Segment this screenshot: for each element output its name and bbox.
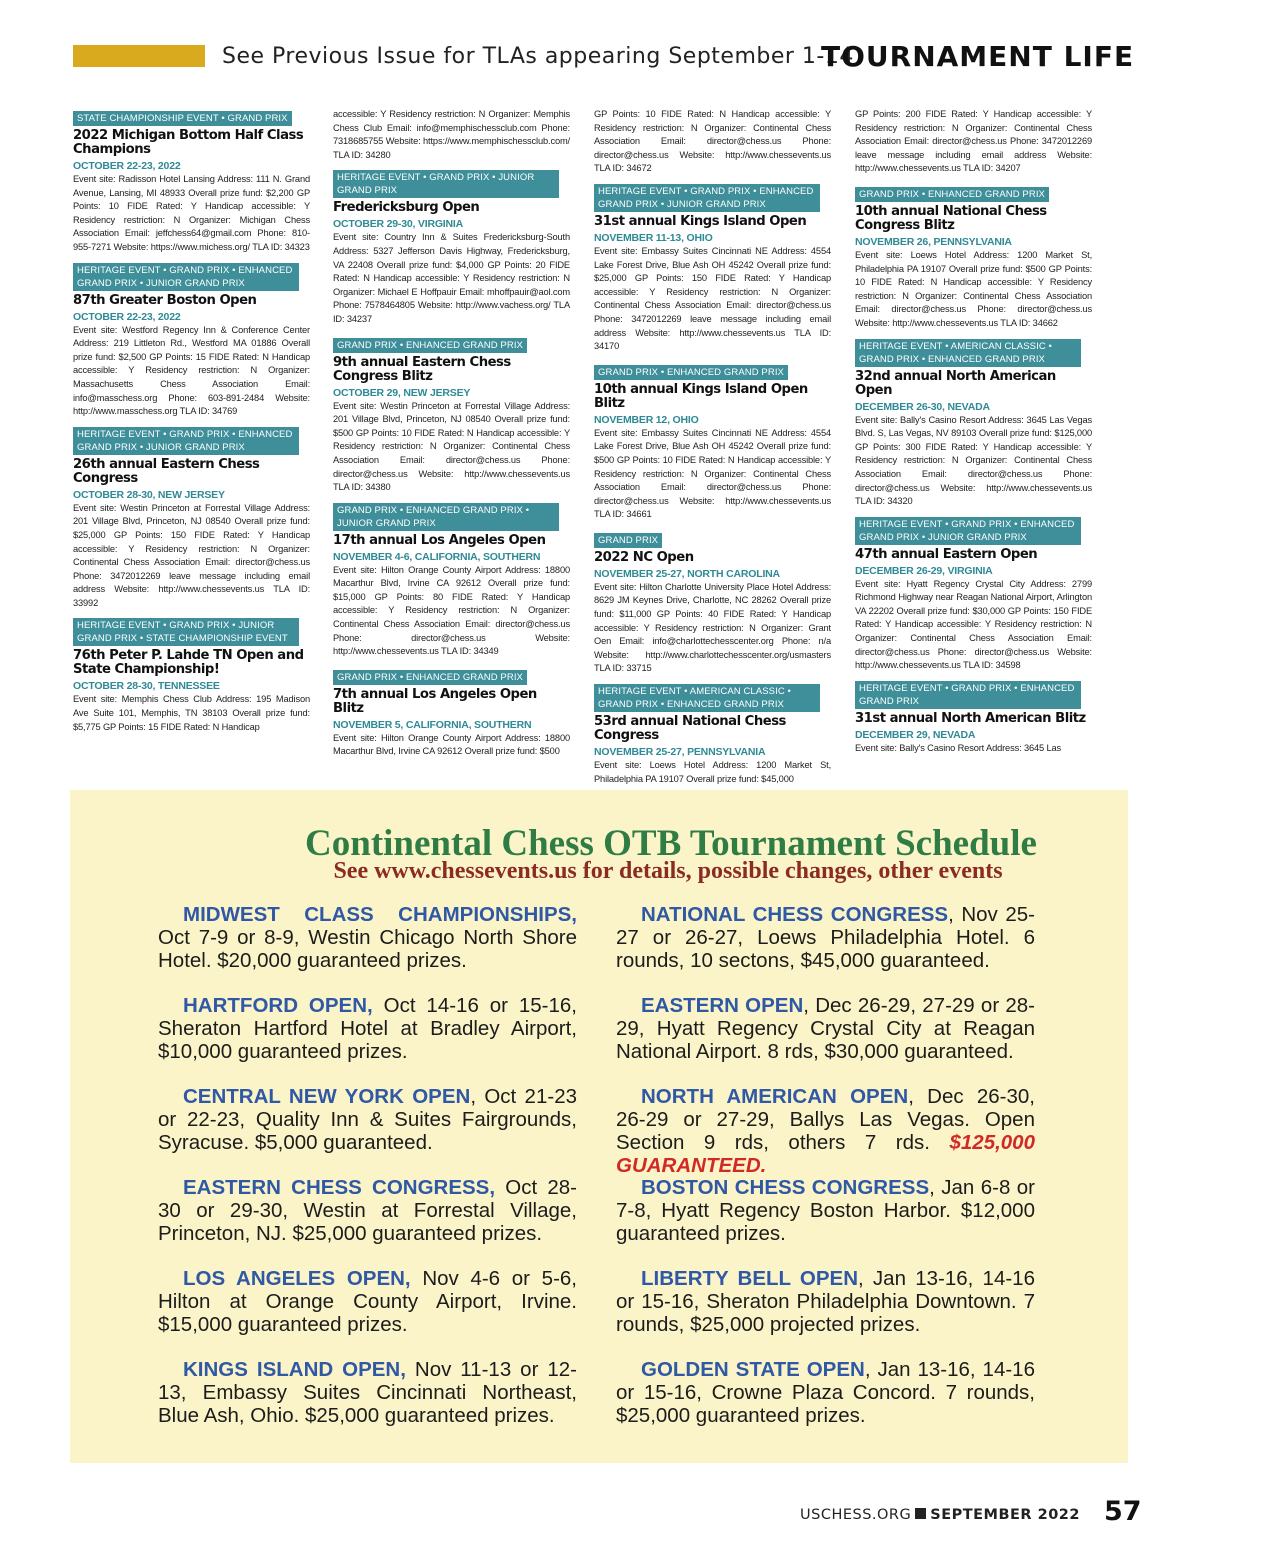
event-title: 53rd annual National Chess Congress <box>594 714 786 744</box>
schedule-event-name: GOLDEN STATE OPEN <box>641 1358 865 1381</box>
schedule-highlight: $125,000 GUARANTEED. <box>616 1131 1035 1177</box>
section-title: TOURNAMENT LIFE <box>821 40 1135 73</box>
event-details: Event site: Loews Hotel Address: 1200 Market St, Philadelphia PA 19107 Overall prize fund: $500 GP Points: 10 FIDE Rated: N Handicap accessible: Y Residency restriction: N Organizer: Continental Chess Association Email: director@chess.us Phone: director@chess.us Website: http://www.chessevents.us TLA ID: 34662 <box>855 249 1092 328</box>
event-details: Event site: Loews Hotel Address: 1200 Market St, Philadelphia PA 19107 Overall prize fund: $45,000 <box>594 760 831 784</box>
event-badge: HERITAGE EVENT • GRAND PRIX • ENHANCED GRAND PRIX • JUNIOR GRAND PRIX <box>73 263 299 291</box>
tla-entry <box>855 339 1092 509</box>
event-badge: GRAND PRIX • ENHANCED GRAND PRIX <box>594 365 788 380</box>
schedule-item <box>616 1176 1035 1267</box>
schedule-item <box>616 1267 1035 1358</box>
tla-entry <box>73 263 310 419</box>
event-title: 2022 NC Open <box>594 549 694 565</box>
tla-entry <box>333 667 570 759</box>
schedule-item <box>158 994 577 1085</box>
event-badge: HERITAGE EVENT • GRAND PRIX • ENHANCED GRAND PRIX • JUNIOR GRAND PRIX <box>594 184 820 212</box>
schedule-event-text: Oct 28-30 or 29-30, Westin at Forrestal Village, Princeton, NJ. $25,000 guaranteed prizes. <box>158 1176 577 1245</box>
schedule-event-name: KINGS ISLAND OPEN, <box>183 1358 406 1381</box>
event-date: OCTOBER 28-30, TENNESSEE <box>73 680 220 693</box>
event-date: DECEMBER 26-29, VIRGINIA <box>855 564 993 577</box>
schedule-event-name: EASTERN CHESS CONGRESS, <box>183 1176 496 1199</box>
schedule-event-text: Oct 14-16 or 15-16, Sheraton Hartford Hotel at Bradley Airport, $10,000 guaranteed prizes. <box>158 994 578 1063</box>
tla-entry <box>333 170 570 326</box>
schedule-column-right <box>616 903 1035 1449</box>
event-date: DECEMBER 29, NEVADA <box>855 728 976 741</box>
schedule-event-text: Nov 11-13 or 12-13, Embassy Suites Cincinnati Northeast, Blue Ash, Ohio. $25,000 guaranteed prizes. <box>158 1358 577 1427</box>
schedule-event-name: LIBERTY BELL OPEN <box>641 1267 859 1290</box>
footer-site: USCHESS.ORG <box>800 1507 912 1523</box>
schedule-event-name: EASTERN OPEN <box>641 994 804 1017</box>
schedule-event-name: HARTFORD OPEN, <box>183 994 373 1017</box>
tla-entry <box>594 530 831 676</box>
event-details: Event site: Westford Regency Inn & Conference Center Address: 219 Littleton Rd., Westford MA 01886 Overall prize fund: $2,500 GP Points: 15 FIDE Rated: N Handicap accessible: Y Residency restriction: N Organizer: Massachusetts Chess Association Email: info@masschess.org Phone: 603-891-2484 Website: http://www.masschess.org TLA ID: 34769 <box>73 324 310 417</box>
event-title: 32nd annual North American Open <box>855 368 1056 398</box>
schedule-event-text: , Nov 25-27 or 26-27, Loews Philadelphia Hotel. 6 rounds, 10 sectons, $45,000 guaranteed. <box>616 903 1035 972</box>
event-date: DECEMBER 26-30, NEVADA <box>855 400 990 413</box>
tla-entry <box>594 684 831 786</box>
event-title: 10th annual National Chess Congress Blitz <box>855 203 1047 233</box>
event-date: OCTOBER 22-23, 2022 <box>73 160 181 172</box>
event-badge: HERITAGE EVENT • GRAND PRIX • ENHANCED GRAND PRIX • JUNIOR GRAND PRIX <box>855 517 1081 545</box>
event-date: OCTOBER 29, NEW JERSEY <box>333 386 471 399</box>
event-title: 17th annual Los Angeles Open <box>333 532 546 548</box>
event-badge: HERITAGE EVENT • AMERICAN CLASSIC • GRAND PRIX • ENHANCED GRAND PRIX <box>855 339 1081 367</box>
event-details: Event site: Hilton Orange County Airport Address: 18800 Macarthur Blvd, Irvine CA 92612 Overall prize fund: $15,000 GP Points: 80 FIDE Rated: Y Handicap accessible: Y Residency restriction: N Organizer: Continental Chess Association Email: director@chess.us Phone: director@chess.us Website: http://www.chessevents.us TLA ID: 34349 <box>333 564 570 657</box>
schedule-event-name: BOSTON CHESS CONGRESS <box>641 1176 930 1199</box>
tla-entry <box>855 517 1092 673</box>
event-title: 10th annual Kings Island Open Blitz <box>594 381 808 411</box>
event-badge: GRAND PRIX • ENHANCED GRAND PRIX • JUNIOR GRAND PRIX <box>333 503 559 531</box>
event-title: 26th annual Eastern Chess Congress <box>73 456 260 486</box>
event-date: NOVEMBER 26, PENNSYLVANIA <box>855 235 1012 248</box>
event-badge: HERITAGE EVENT • GRAND PRIX • JUNIOR GRAND PRIX <box>333 170 559 198</box>
event-details: Event site: Memphis Chess Club Address: 195 Madison Ave Suite 101, Memphis, TN 38103 Overall prize fund: $5,775 GP Points: 15 FIDE Rated: N Handicap <box>73 694 310 732</box>
tla-entry <box>594 362 831 522</box>
schedule-item <box>158 1176 577 1267</box>
event-badge: GRAND PRIX <box>594 533 662 548</box>
event-badge: HERITAGE EVENT • AMERICAN CLASSIC • GRAND PRIX • ENHANCED GRAND PRIX <box>594 684 820 712</box>
event-title: 31st annual Kings Island Open <box>594 213 807 229</box>
event-date: NOVEMBER 12, OHIO <box>594 413 699 426</box>
tla-column-1 <box>73 108 310 770</box>
event-date: NOVEMBER 5, CALIFORNIA, SOUTHERN <box>333 718 532 731</box>
schedule-title: Continental Chess OTB Tournament Schedule <box>305 823 1037 864</box>
event-badge: HERITAGE EVENT • GRAND PRIX • JUNIOR GRAND PRIX • STATE CHAMPIONSHIP EVENT <box>73 618 299 646</box>
event-date: OCTOBER 29-30, VIRGINIA <box>333 218 463 231</box>
event-title: 76th Peter P. Lahde TN Open and State Championship! <box>73 648 304 678</box>
event-title: Fredericksburg Open <box>333 200 480 216</box>
header-subtitle: See Previous Issue for TLAs appearing September 1-14 <box>222 44 854 69</box>
event-details: Event site: Hilton Orange County Airport Address: 18800 Macarthur Blvd, Irvine CA 92612 Overall prize fund: $500 <box>333 732 570 757</box>
footer-issue: SEPTEMBER 2022 <box>930 1507 1080 1523</box>
event-badge: HERITAGE EVENT • GRAND PRIX • ENHANCED GRAND PRIX • JUNIOR GRAND PRIX <box>73 427 299 455</box>
schedule-event-text: Oct 7-9 or 8-9, Westin Chicago North Shore Hotel. $20,000 guaranteed prizes. <box>158 926 577 972</box>
tla-entry <box>855 184 1092 331</box>
schedule-event-name: CENTRAL NEW YORK OPEN <box>183 1085 471 1108</box>
tla-entry <box>594 184 831 354</box>
event-title: 31st annual North American Blitz <box>855 710 1086 726</box>
tla-column-4 <box>855 108 1092 770</box>
tla-entry <box>73 618 310 734</box>
schedule-event-text: , Dec 26-30, 26-29 or 27-29, Ballys Las Vegas. Open Section 9 rds, others 7 rds. <box>616 1085 1035 1154</box>
event-badge: GRAND PRIX • ENHANCED GRAND PRIX <box>333 670 527 685</box>
square-separator-icon <box>915 1508 926 1519</box>
schedule-event-name: NATIONAL CHESS CONGRESS <box>641 903 949 926</box>
tla-column-2 <box>333 108 570 770</box>
event-title: 7th annual Los Angeles Open Blitz <box>333 686 537 716</box>
event-date: NOVEMBER 25-27, NORTH CAROLINA <box>594 567 780 580</box>
tla-entry <box>333 503 570 659</box>
schedule-event-text: , Jan 13-16, 14-16 or 15-16, Sheraton Philadelphia Downtown. 7 rounds, $25,000 projected prizes. <box>616 1267 1035 1336</box>
schedule-event-name: LOS ANGELES OPEN, <box>183 1267 411 1290</box>
schedule-event-name: MIDWEST CLASS CHAMPIONSHIPS, <box>183 903 577 926</box>
event-details: Event site: Bally's Casino Resort Address: 3645 Las Vegas Blvd. S, Las Vegas, NV 89103 Overall prize fund: $125,000 GP Points: 300 FIDE Rated: Y Handicap accessible: Y Residency restriction: N Organizer: Continental Chess Association Email: director@chess.us Phone: director@chess.us Website: http://www.chessevents.us TLA ID: 34320 <box>855 414 1092 507</box>
event-date: NOVEMBER 11-13, OHIO <box>594 231 713 244</box>
schedule-box <box>70 790 1128 1463</box>
event-badge: GRAND PRIX • ENHANCED GRAND PRIX <box>855 187 1049 202</box>
event-title: 47th annual Eastern Open <box>855 546 1038 562</box>
event-badge: HERITAGE EVENT • GRAND PRIX • ENHANCED GRAND PRIX <box>855 681 1081 709</box>
event-date: NOVEMBER 4-6, CALIFORNIA, SOUTHERN <box>333 550 541 563</box>
schedule-event-text: , Oct 21-23 or 22-23, Quality Inn & Suites Fairgrounds, Syracuse. $5,000 guaranteed. <box>158 1085 577 1154</box>
event-details: Event site: Radisson Hotel Lansing Address: 111 N. Grand Avenue, Lansing, MI 48933 Overall prize fund: $2,200 GP Points: 10 FIDE Rated: Y Handicap accessible: Y Residency restriction: N Organizer: Michigan Chess Association Email: jeffchess64@gmail.com Phone: 810-955-7271 Website: https://www.michess.org/ TLA ID: 34323 <box>73 174 310 252</box>
event-details: Event site: Hilton Charlotte University Place Hotel Address: 8629 JM Keynes Drive, Charlotte, NC 28262 Overall prize fund: $11,000 GP Points: 40 FIDE Rated: Y Handicap accessible: Y Residency restriction: N Organizer: Grant Oen Email: info@charlottechesscenter.org Phone: n/a Website: http://www.charlottechesscenter.org/usmasters TLA ID: 33715 <box>594 581 831 674</box>
tla-entry <box>73 427 310 611</box>
continued-details: GP Points: 200 FIDE Rated: Y Handicap accessible: Y Residency restriction: N Organizer: Continental Chess Association Email: director@chess.us Phone: 3472012269 leave message including email address Website: http://www.chessevents.us TLA ID: 34207 <box>855 109 1092 174</box>
schedule-event-text: Nov 4-6 or 5-6, Hilton at Orange County Airport, Irvine. $15,000 guaranteed prizes. <box>158 1267 577 1336</box>
continued-details: GP Points: 10 FIDE Rated: N Handicap accessible: Y Residency restriction: N Organizer: Continental Chess Association Email: director@chess.us Phone: director@chess.us Website: http://www.chessevents.us TLA ID: 34672 <box>594 109 831 174</box>
event-details: Event site: Embassy Suites Cincinnati NE Address: 4554 Lake Forest Drive, Blue Ash OH 45242 Overall prize fund: $500 GP Points: 10 FIDE Rated: N Handicap accessible: Y Residency restriction: N Organizer: Continental Chess Association Email: director@chess.us Phone: director@chess.us Website: http://www.chessevents.us TLA ID: 34661 <box>594 427 831 520</box>
schedule-event-name: NORTH AMERICAN OPEN <box>641 1085 909 1108</box>
event-title: 87th Greater Boston Open <box>73 292 257 308</box>
event-badge: STATE CHAMPIONSHIP EVENT • GRAND PRIX <box>73 111 292 126</box>
schedule-subtitle: See www.chessevents.us for details, possible changes, other events <box>333 858 1003 884</box>
page-number: 57 <box>1104 1496 1142 1527</box>
schedule-event-text: , Jan 13-16, 14-16 or 15-16, Crowne Plaza Concord. 7 rounds, $25,000 guaranteed prizes. <box>616 1358 1035 1427</box>
schedule-event-text: , Dec 26-29, 27-29 or 28-29, Hyatt Regency Crystal City at Reagan National Airport. 8 rds, $30,000 guaranteed. <box>616 994 1036 1063</box>
event-title: 9th annual Eastern Chess Congress Blitz <box>333 354 511 384</box>
header-accent-bar <box>73 45 205 67</box>
schedule-column-left <box>158 903 577 1449</box>
tla-entry <box>855 681 1092 756</box>
schedule-item <box>616 994 1035 1085</box>
schedule-item <box>616 1085 1035 1176</box>
continued-details: accessible: Y Residency restriction: N Organizer: Memphis Chess Club Email: info@memphischessclub.com Phone: 7318685755 Website: https://www.memphischessclub.com/ TLA ID: 34280 <box>333 109 570 160</box>
schedule-item <box>158 903 577 994</box>
event-details: Event site: Westin Princeton at Forrestal Village Address: 201 Village Blvd, Princeton, NJ 08540 Overall prize fund: $25,000 GP Points: 150 FIDE Rated: Y Handicap accessible: Y Residency restriction: N Organizer: Continental Chess Association Email: director@chess.us Phone: 3472012269 leave message including email address Website: http://www.chessevents.us TLA ID: 33992 <box>73 502 310 608</box>
schedule-item <box>158 1267 577 1358</box>
tla-column-3 <box>594 108 831 784</box>
event-details: Event site: Country Inn & Suites Fredericksburg-South Address: 5327 Jefferson Davis Highway, Fredericksburg, VA 22408 Overall prize fund: $4,000 GP Points: 20 FIDE Rated: N Handicap accessible: Y Residency restriction: N Organizer: Michael E Hoffpauir Email: mhoffpauir@aol.com Phone: 7578464805 Website: http://www.vachess.org/ TLA ID: 34237 <box>333 232 570 324</box>
tla-entry <box>333 335 570 495</box>
event-date: NOVEMBER 25-27, PENNSYLVANIA <box>594 746 766 759</box>
schedule-event-text: , Jan 6-8 or 7-8, Hyatt Regency Boston Harbor. $12,000 guaranteed prizes. <box>616 1176 1035 1245</box>
tla-entry <box>73 108 310 255</box>
event-date: OCTOBER 28-30, NEW JERSEY <box>73 488 225 501</box>
schedule-item <box>158 1358 577 1449</box>
event-details: Event site: Bally's Casino Resort Address: 3645 Las <box>855 742 1061 753</box>
schedule-item <box>616 903 1035 994</box>
event-details: Event site: Embassy Suites Cincinnati NE Address: 4554 Lake Forest Drive, Blue Ash OH 45242 Overall prize fund: $25,000 GP Points: 150 FIDE Rated: Y Handicap accessible: Y Residency restriction: N Organizer: Continental Chess Association Email: director@chess.us Phone: 3472012269 leave message including email address Website: http://www.chessevents.us TLA ID: 34170 <box>594 245 831 352</box>
event-badge: GRAND PRIX • ENHANCED GRAND PRIX <box>333 338 527 353</box>
event-date: OCTOBER 22-23, 2022 <box>73 310 181 323</box>
event-details: Event site: Westin Princeton at Forrestal Village Address: 201 Village Blvd, Princeton, NJ 08540 Overall prize fund: $500 GP Points: 10 FIDE Rated: N Handicap accessible: Y Residency restriction: N Organizer: Continental Chess Association Email: director@chess.us Phone: director@chess.us Website: http://www.chessevents.us TLA ID: 34380 <box>333 400 570 493</box>
footer <box>800 1507 1080 1523</box>
schedule-item <box>158 1085 577 1176</box>
event-details: Event site: Hyatt Regency Crystal City Address: 2799 Richmond Highway near Reagan National Airport, Arlington VA 22202 Overall prize fund: $30,000 GP Points: 150 FIDE Rated: Y Handicap accessible: Y Residency restriction: N Organizer: Continental Chess Association Email: director@chess.us Phone: director@chess.us Website: http://www.chessevents.us TLA ID: 34598 <box>855 578 1092 671</box>
event-title: 2022 Michigan Bottom Half Class Champions <box>73 128 304 157</box>
schedule-item <box>616 1358 1035 1449</box>
